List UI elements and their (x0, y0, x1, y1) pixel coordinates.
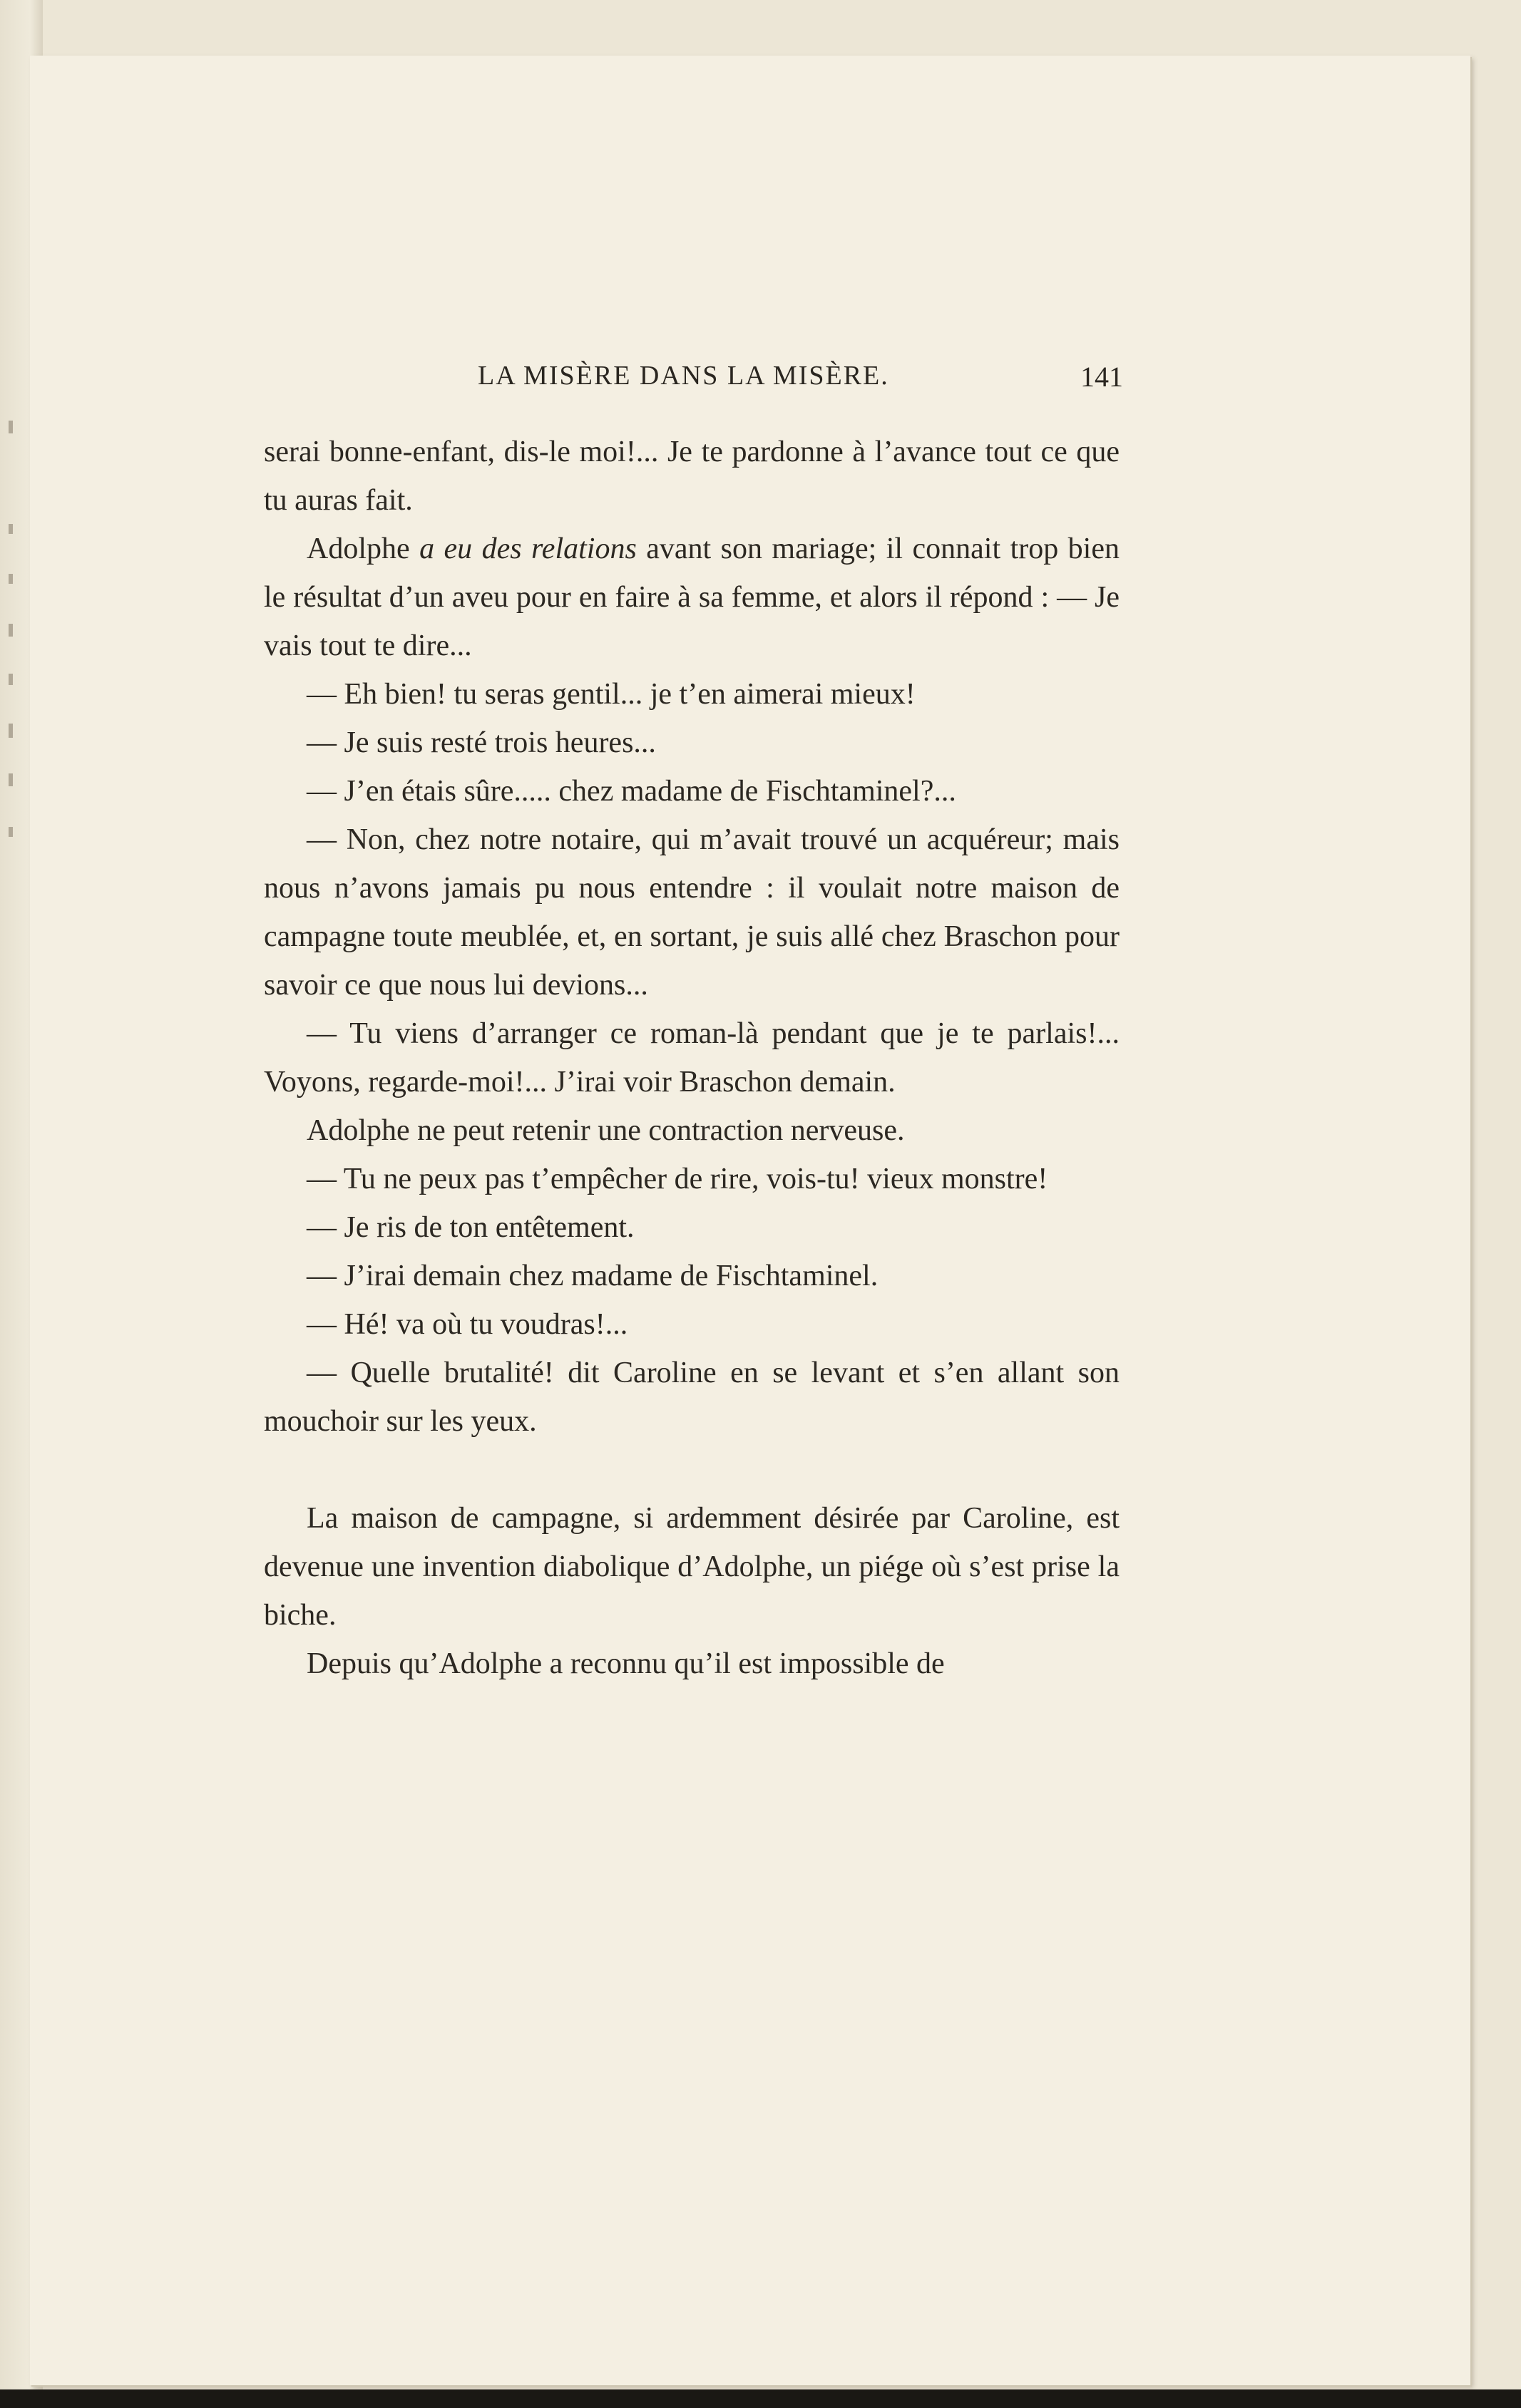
paragraph (264, 767, 1120, 815)
paragraph (264, 1640, 1120, 1688)
paragraph-text: avant son mariage; il connait trop bien le résultat d’un aveu pour en faire à sa femme, et alors il répond : — Je vais tout te dire... (264, 532, 1120, 662)
paragraph (264, 1106, 1120, 1155)
paragraph (264, 719, 1120, 767)
page-number: 141 (1080, 361, 1123, 393)
paragraph (264, 1203, 1120, 1252)
body-text (264, 428, 1120, 1688)
edge-mark (9, 827, 13, 837)
italic-text: a eu des relations (419, 532, 637, 565)
edge-mark (9, 624, 13, 637)
paragraph-text: — Hé! va où tu voudras!... (307, 1308, 628, 1341)
paragraph-text: — Eh bien! tu seras gentil... je t’en aimerai mieux! (307, 678, 916, 711)
paragraph-text: — J’en étais sûre..... chez madame de Fischtaminel?... (307, 775, 956, 808)
running-title: LA MISÈRE DANS LA MISÈRE. (478, 361, 889, 391)
paragraph (264, 670, 1120, 719)
paragraph-text: Adolphe (307, 532, 420, 565)
paragraph-text: — Tu ne peux pas t’empêcher de rire, vois-tu! vieux monstre! (307, 1163, 1048, 1195)
paragraph-text: — J’irai demain chez madame de Fischtaminel. (307, 1260, 879, 1292)
edge-mark (9, 724, 13, 738)
edge-mark (9, 421, 13, 433)
running-head (235, 360, 1123, 403)
paragraph (264, 1009, 1120, 1106)
paragraph (264, 1155, 1120, 1203)
edge-mark (9, 674, 13, 685)
edge-mark (9, 574, 13, 584)
paragraph-text: — Tu viens d’arranger ce roman-là pendant que je te parlais!... Voyons, regarde-moi!... J’irai voir Braschon demain. (264, 1017, 1120, 1098)
edge-mark (9, 524, 13, 534)
paragraph (264, 815, 1120, 1009)
paragraph-text: — Non, chez notre notaire, qui m’avait trouvé un acquéreur; mais nous n’avons jamais pu nous entendre : il voulait notre maison de campagne toute meublée, et, en sortant, je suis allé chez Braschon pour savoir ce que nous lui devions... (264, 823, 1120, 1002)
scan-bottom-edge (0, 2389, 1521, 2408)
paragraph-text: Adolphe ne peut retenir une contraction nerveuse. (307, 1114, 905, 1147)
edge-mark (9, 773, 13, 786)
paragraph-text: La maison de campagne, si ardemment désirée par Caroline, est devenue une invention diabolique d’Adolphe, un piége où s’est prise la biche. (264, 1502, 1120, 1632)
paragraph (264, 1349, 1120, 1446)
paragraph (264, 525, 1120, 670)
paragraph (264, 428, 1120, 525)
paragraph-text: — Je suis resté trois heures... (307, 726, 656, 759)
paragraph-text: Depuis qu’Adolphe a reconnu qu’il est impossible de (307, 1647, 945, 1680)
paragraph-text: — Quelle brutalité! dit Caroline en se levant et s’en allant son mouchoir sur les yeux. (264, 1357, 1120, 1438)
paragraph (264, 1494, 1120, 1640)
paragraph-text: — Je ris de ton entêtement. (307, 1211, 635, 1244)
paragraph (264, 1252, 1120, 1300)
paragraph-text: serai bonne-enfant, dis-le moi!... Je te pardonne à l’avance tout ce que tu auras fait. (264, 436, 1120, 517)
paragraph (264, 1300, 1120, 1349)
